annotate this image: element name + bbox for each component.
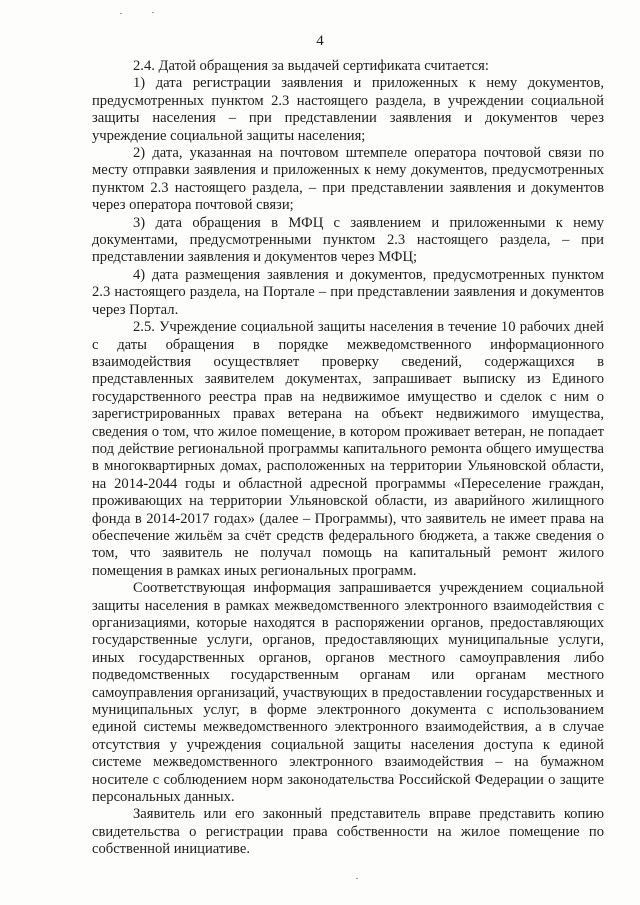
paragraph-information-request: Соответствующая информация запрашивается учреждением социальной защиты населения в рамках межведомственного электронного взаимодействия с организациями, которые находятся в распоряжении органов, предоставляющих государственные услуги, органов, предоставляющих муниципальные услуги, иных государственных органов, органов местного самоуправления либо подведомственных государственным органам или органам местного самоуправления организаций, участвующих в предоставлении государственных и муниципальных услуг, в форме электронного документа с использованием единой системы межведомственного электронного взаимодействия, а в случае отсутствия у учреждения социальной защиты населения доступа к единой системе межведомственного электронного взаимодействия – на бумажном носителе с соблюдением норм законодательства Российской Федерации о защите персональных данных. [92,580,604,806]
paragraph-item-1: 1) дата регистрации заявления и приложенных к нему документов, предусмотренных пунктом 2.3 настоящего раздела, в учреждении социальной защиты населения – при представлении заявления и документов через учреждение социальной защиты населения; [92,75,604,144]
paragraph-item-3: 3) дата обращения в МФЦ с заявлением и приложенными к нему документами, предусмотренными пунктом 2.3 настоящего раздела, – при представлении заявления и документов через МФЦ; [92,214,604,266]
paragraph-item-2: 2) дата, указанная на почтовом штемпеле оператора почтовой связи по месту отправки заявления и приложенных к нему документов, предусмотренных пунктом 2.3 настоящего раздела, – при представлении заявления и документов через оператора почтовой связи; [92,145,604,214]
document-body [92,0,604,859]
scan-artifact [356,878,358,879]
paragraph-item-4: 4) дата размещения заявления и документов, предусмотренных пунктом 2.3 настоящего раздела, на Портале – при представлении заявления и документов через Портал. [92,266,604,318]
scan-artifact [120,13,122,14]
page-number: 4 [316,33,324,49]
paragraph-2-4-heading: 2.4. Датой обращения за выдачей сертификата считается: [133,58,489,74]
paragraph-2-5: 2.5. Учреждение социальной защиты населения в течение 10 рабочих дней с даты обращения в порядке межведомственного информационного взаимодействия осуществляет проверку сведений, содержащихся в представленных заявителем документах, запрашивает выписку из Единого государственного реестра прав на недвижимое имущество и сделок с ним о зарегистрированных правах ветерана на объект недвижимого имущества, сведения о том, что жилое помещение, в котором проживает ветеран, не попадает под действие региональной программы капитального ремонта общего имущества в многоквартирных домах, расположенных на территории Ульяновской области, на 2014-2044 годы и областной адресной программы «Переселение граждан, проживающих на территории Ульяновской области, из аварийного жилищного фонда в 2014-2017 годах» (далее – Программы), что заявитель не имеет права на обеспечение жильём за счёт средств федерального бюджета, а также сведения о том, что заявитель не получал помощь на капитальный ремонт жилого помещения в рамках иных региональных программ. [92,319,604,579]
scan-artifact [152,12,154,13]
paragraph-applicant-right: Заявитель или его законный представитель вправе представить копию свидетельства о регистрации права собственности на жилое помещение по собственной инициативе. [92,806,604,858]
